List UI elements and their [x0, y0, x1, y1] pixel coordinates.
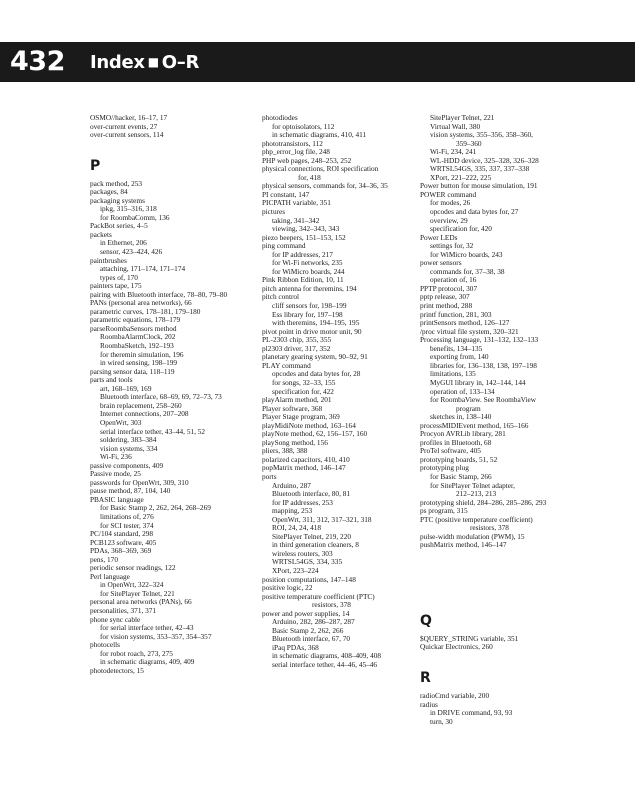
index-entry: processMIDIEvent method, 165–166 [420, 420, 529, 430]
index-entry: Quickar Electronics, 260 [420, 642, 493, 652]
index-entry: piezo beepers, 151–153, 152 [262, 232, 346, 242]
section-letter: Q [420, 612, 432, 629]
index-entry: playSong method, 156 [262, 437, 328, 447]
index-entry: ping command [262, 241, 306, 251]
index-entry: POWER command [420, 189, 477, 199]
index-entry: radius [420, 699, 438, 709]
index-subentry: viewing, 342–343, 343 [272, 224, 340, 234]
index-entry: position computations, 147–148 [262, 574, 356, 584]
index-subentry: mapping, 253 [272, 506, 313, 516]
index-subentry: Virtual Wall, 380 [430, 121, 481, 131]
index-subentry: settings for, 32 [430, 241, 474, 251]
index-entry: Procyon AVRLib library, 281 [420, 429, 506, 439]
index-entry: phone sync cable [90, 614, 141, 624]
index-entry: pairing with Bluetooth interface, 78–80, 79–80 [90, 289, 228, 299]
index-entry: pushMatrix method, 146–147 [420, 540, 507, 550]
index-subentry: Arduino, 282, 286–287, 287 [272, 617, 355, 627]
index-subentry: for SitePlayer Telnet adapter, [430, 480, 515, 490]
index-entry: packages, 84 [90, 187, 128, 197]
index-entry: ps program, 315 [420, 506, 468, 516]
index-subentry: RoombaSketch, 192–193 [100, 341, 174, 351]
index-subentry: operation of, 133–134 [430, 386, 495, 396]
index-entry: playNote method, 62, 156–157, 160 [262, 429, 368, 439]
index-entry: PL-2303 chip, 355, 355 [262, 335, 332, 345]
index-subentry: Arduino, 287 [272, 480, 311, 490]
index-entry: prototyping plug [420, 463, 469, 473]
index-entry: personalities, 371, 371 [90, 605, 157, 615]
index-subentry: for Wi-Fi networks, 235 [272, 258, 343, 268]
index-entry: phototransistors, 112 [262, 138, 323, 148]
index-subentry: vision systems, 334 [100, 443, 158, 453]
index-subentry: for IP addresses, 253 [272, 497, 333, 507]
index-subentry: exporting from, 140 [430, 352, 489, 362]
index-entry: profiles in Bluetooth, 68 [420, 437, 492, 447]
index-subentry: for modes, 26 [430, 198, 471, 208]
index-entry: power sensors [420, 258, 462, 268]
index-entry: PC/104 standard, 298 [90, 529, 154, 539]
index-entry: PPTP protocol, 307 [420, 283, 478, 293]
index-subentry: in third generation cleaners, 8 [272, 540, 359, 550]
index-subentry: resistors, 378 [470, 523, 509, 533]
index-subentry: limitations, 135 [430, 369, 476, 379]
index-subentry: opcodes and data bytes for, 28 [272, 369, 361, 379]
index-entry: pptp release, 307 [420, 292, 470, 302]
section-title: Index [90, 52, 145, 73]
index-subentry: cliff sensors for, 198–199 [272, 301, 347, 311]
index-subentry: WRTSL54GS, 334, 335 [272, 557, 343, 567]
index-subentry: limitations of, 276 [100, 511, 154, 521]
index-subentry: wireless routers, 303 [272, 548, 333, 558]
index-entry: power and power supplies, 14 [262, 608, 350, 618]
index-entry: popMatrix method, 146–147 [262, 463, 346, 473]
index-subentry: for robot roach, 273, 275 [100, 648, 173, 658]
index-subentry: commands for, 37–38, 38 [430, 266, 505, 276]
index-subentry: XPort, 221–222, 225 [430, 172, 492, 182]
index-subentry: WRTSL54GS, 335, 337, 337–338 [430, 164, 530, 174]
section-letter: P [90, 157, 101, 174]
index-entry: pause method, 87, 104, 140 [90, 486, 171, 496]
index-subentry: brain replacement, 258–260 [100, 400, 182, 410]
index-entry: parseRoombaSensors method [90, 323, 177, 333]
index-entry: PCB123 software, 405 [90, 537, 157, 547]
index-entry: photodiodes [262, 113, 298, 122]
index-subentry: turn, 30 [430, 716, 453, 726]
index-entry: php_error_log file, 248 [262, 147, 330, 157]
index-subentry: iPaq PDAs, 368 [272, 642, 319, 652]
index-column-1 [90, 114, 250, 675]
index-subentry: with theremins, 194–195, 195 [272, 318, 360, 328]
index-entry: printSensors method, 126–127 [420, 318, 510, 328]
index-subentry: for RoombaView. See RoombaView [430, 395, 537, 405]
index-entry: Player software, 368 [262, 403, 323, 413]
index-entry: packaging systems [90, 195, 145, 205]
index-subentry: benefits, 134–135 [430, 343, 483, 353]
running-header [0, 42, 635, 82]
index-entry: PICPATH variable, 351 [262, 198, 331, 208]
index-subentry: Bluetooth interface, 80, 81 [272, 489, 351, 499]
index-subentry: for Basic Stamp, 266 [430, 471, 492, 481]
index-subentry: in DRIVE command, 93, 93 [430, 708, 513, 718]
index-entry: Player Stage program, 369 [262, 412, 340, 422]
index-entry: pens, 170 [90, 554, 118, 564]
index-entry: positive temperature coefficient (PTC) [262, 591, 375, 601]
index-subentry: sensor, 423–424, 426 [100, 247, 163, 257]
index-entry: pack method, 253 [90, 178, 143, 188]
index-subentry: Wi-Fi, 234, 241 [430, 147, 477, 157]
index-entry: packets [90, 229, 112, 239]
index-subentry: art, 168–169, 169 [100, 383, 152, 393]
index-subentry: serial interface tether, 43–44, 51, 52 [100, 426, 206, 436]
index-subentry: for, 418 [298, 172, 321, 182]
index-subentry: MyGUI library in, 142–144, 144 [430, 377, 526, 387]
index-subentry: taking, 341–342 [272, 215, 320, 225]
index-entry: positive logic, 22 [262, 583, 313, 593]
index-subentry: Bluetooth interface, 68–69, 69, 72–73, 73 [100, 392, 222, 402]
index-subentry: in schematic diagrams, 408–409, 408 [272, 651, 382, 661]
index-entry: pitch control [262, 292, 300, 302]
index-entry: prototyping boards, 51, 52 [420, 454, 498, 464]
index-subentry: for WiMicro boards, 243 [430, 249, 503, 259]
index-entry: paintbrushes [90, 255, 127, 265]
index-entry: physical connections, ROI specification [262, 164, 379, 174]
index-subentry: libraries for, 136–138, 138, 197–198 [430, 360, 537, 370]
index-entry: photodetectors, 15 [90, 665, 144, 675]
index-entry: PI constant, 147 [262, 189, 310, 199]
index-entry: PTC (positive temperature coefficient) [420, 514, 533, 524]
index-entry: radioCmd variable, 200 [420, 690, 490, 700]
index-entry: polarized capacitors, 410, 410 [262, 454, 350, 464]
index-subentry: Ess library for, 197–198 [272, 309, 343, 319]
index-subentry: overview, 29 [430, 215, 468, 225]
index-entry: PLAY command [262, 360, 311, 370]
index-subentry: Wi-Fi, 236 [100, 452, 132, 462]
index-subentry: SitePlayer Telnet, 219, 220 [272, 531, 352, 541]
index-subentry: types of, 170 [100, 272, 138, 282]
index-entry: ProTel software, 405 [420, 446, 481, 456]
index-subentry: serial interface tether, 44–46, 45–46 [272, 660, 378, 669]
index-subentry: resistors, 378 [312, 600, 351, 610]
index-subentry: in OpenWrt, 322–324 [100, 580, 164, 590]
index-subentry: for serial interface tether, 42–43 [100, 623, 194, 633]
index-subentry: operation of, 16 [430, 275, 477, 285]
index-entry: Power LEDs [420, 232, 458, 242]
index-entry: ports [262, 471, 277, 481]
index-entry: playAlarm method, 201 [262, 395, 332, 405]
index-entry: PackBot series, 4–5 [90, 221, 148, 231]
index-entry: parts and tools [90, 375, 133, 385]
index-entry: playMidiNote method, 163–164 [262, 420, 356, 430]
section-spacer [420, 550, 588, 595]
index-entry: $QUERY_STRING variable, 351 [420, 633, 519, 643]
index-entry: PANs (personal area networks), 66 [90, 298, 192, 308]
index-subentry: for RoombaComm, 136 [100, 212, 170, 222]
index-subentry: sketches in, 138–140 [430, 412, 492, 422]
index-entry: PHP web pages, 248–253, 252 [262, 155, 352, 165]
index-column-2 [262, 114, 412, 670]
index-entry: photocells [90, 640, 120, 650]
index-entry: Perl language [90, 571, 130, 581]
index-entry: over-current sensors, 114 [90, 130, 164, 140]
index-entry: PDAs, 368–369, 369 [90, 546, 152, 556]
index-subentry: specification for, 422 [272, 386, 334, 396]
index-entry: OSMO//hacker, 16–17, 17 [90, 113, 168, 122]
index-subentry: ipkg, 315–316, 318 [100, 204, 157, 214]
index-subentry: XPort, 223–224 [272, 565, 319, 575]
index-entry: periodic sensor readings, 122 [90, 563, 176, 573]
index-subentry: OpenWrt, 311, 312, 317–321, 318 [272, 514, 372, 524]
index-subentry: SitePlayer Telnet, 221 [430, 113, 495, 122]
index-subentry: for IP addresses, 217 [272, 249, 333, 259]
index-subentry: for Basic Stamp 2, 262, 264, 268–269 [100, 503, 211, 513]
index-subentry: vision systems, 355–356, 358–360, [430, 130, 533, 140]
index-entry: parsing sensor data, 118–119 [90, 366, 175, 376]
index-entry: passwords for OpenWrt, 309, 310 [90, 477, 189, 487]
index-subentry: in schematic diagrams, 410, 411 [272, 130, 367, 140]
index-subentry: for theremin simulation, 196 [100, 349, 184, 359]
index-subentry: in wired sensing, 198–199 [100, 358, 178, 368]
index-entry: pulse-width modulation (PWM), 15 [420, 531, 525, 541]
section-letter: R [420, 669, 431, 686]
index-entry: pitch antenna for theremins, 194 [262, 283, 357, 293]
running-head [90, 52, 199, 73]
index-subentry: Bluetooth interface, 67, 70 [272, 634, 351, 644]
index-entry: Power button for mouse simulation, 191 [420, 181, 538, 191]
index-subentry: opcodes and data bytes for, 27 [430, 207, 519, 217]
index-entry: personal area networks (PANs), 66 [90, 597, 192, 607]
index-entry: pl2303 driver, 317, 352 [262, 343, 331, 353]
index-entry: pliers, 388, 388 [262, 446, 308, 456]
index-entry: over-current events, 27 [90, 121, 158, 131]
section-range: O–R [161, 52, 200, 73]
index-entry: parametric equations, 178–179 [90, 315, 181, 325]
index-subentry: RoombaAlarmClock, 202 [100, 332, 176, 342]
index-subentry: 359–360 [456, 138, 482, 148]
index-column-3 [420, 114, 588, 726]
index-entry: Passive mode, 25 [90, 469, 141, 479]
index-entry: prototyping shield, 284–286, 285–286, 293 [420, 497, 547, 507]
index-subentry: 212–213, 213 [456, 489, 497, 499]
separator-glyph: ■ [147, 55, 159, 69]
index-subentry: for songs, 32–33, 155 [272, 377, 336, 387]
index-subentry: specification for, 420 [430, 224, 492, 234]
index-subentry: for optoisolators, 112 [272, 121, 335, 131]
index-subentry: OpenWrt, 303 [100, 417, 142, 427]
index-entry: Pink Ribbon Edition, 10, 11 [262, 275, 344, 285]
index-entry: PBASIC language [90, 494, 144, 504]
index-subentry: program [456, 403, 481, 413]
index-subentry: for WiMicro boards, 244 [272, 266, 345, 276]
index-entry: /proc virtual file system, 320–321 [420, 326, 519, 336]
index-entry: planetary gearing system, 90–92, 91 [262, 352, 368, 362]
index-subentry: for vision systems, 353–357, 354–357 [100, 631, 212, 641]
index-entry: pivot point in drive motor unit, 90 [262, 326, 362, 336]
index-entry: painters tape, 175 [90, 281, 142, 291]
index-subentry: Internet connections, 207–208 [100, 409, 189, 419]
index-subentry: soldering, 383–384 [100, 435, 157, 445]
index-subentry: in Ethernet, 206 [100, 238, 147, 248]
page-number: 432 [10, 46, 65, 77]
index-entry: Processing language, 131–132, 132–133 [420, 335, 539, 345]
index-subentry: ROI, 24, 24, 418 [272, 523, 322, 533]
index-entry: passive components, 409 [90, 460, 164, 470]
index-subentry: attaching, 171–174, 171–174 [100, 264, 186, 274]
index-entry: print method, 288 [420, 301, 473, 311]
index-subentry: Basic Stamp 2, 262, 266 [272, 625, 344, 635]
index-subentry: for SitePlayer Telnet, 221 [100, 588, 175, 598]
index-subentry: for SCI tester, 374 [100, 520, 154, 530]
index-entry: physical sensors, commands for, 34–36, 35 [262, 181, 388, 191]
index-subentry: WL-HDD device, 325–328, 326–328 [430, 155, 539, 165]
index-entry: parametric curves, 178–181, 179–180 [90, 306, 201, 316]
index-subentry: in schematic diagrams, 409, 409 [100, 657, 195, 667]
index-entry: pictures [262, 207, 286, 217]
index-entry: printf function, 281, 303 [420, 309, 492, 319]
